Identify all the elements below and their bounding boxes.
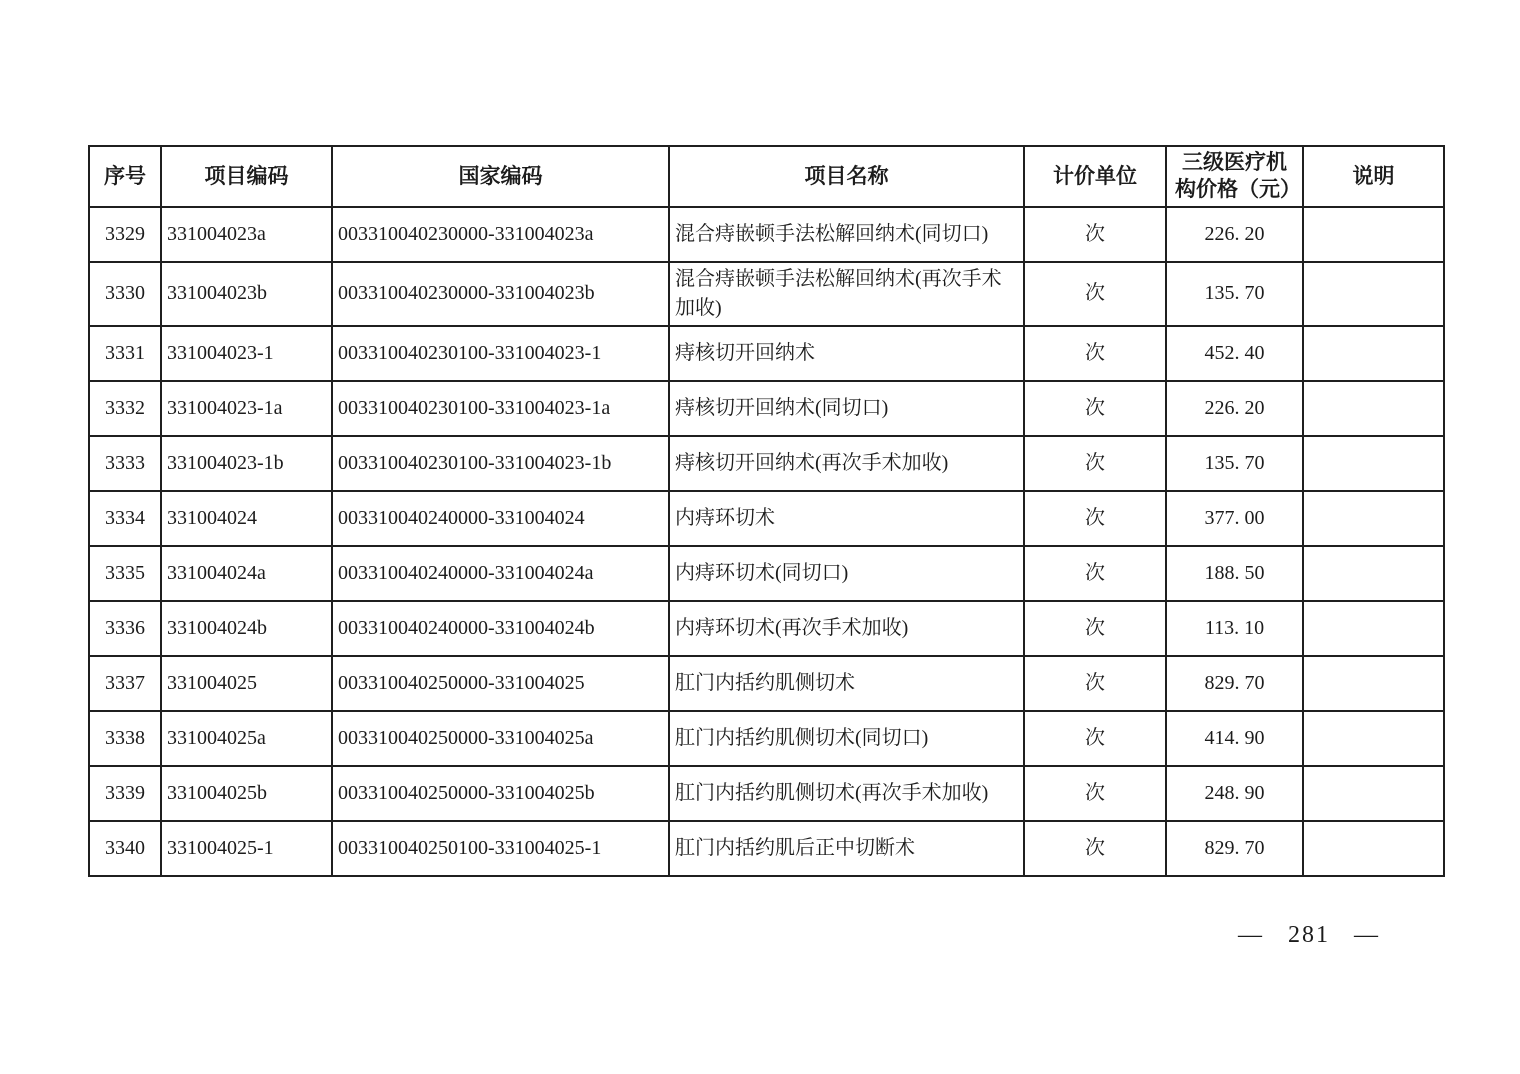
col-header-unit: 计价单位 <box>1024 146 1166 207</box>
table-row <box>89 262 1444 326</box>
cell-code: 331004025 <box>161 656 332 711</box>
cell-code: 331004025b <box>161 766 332 821</box>
cell-code: 331004025a <box>161 711 332 766</box>
cell-national-code: 003310040250000-331004025b <box>332 766 669 821</box>
cell-unit: 次 <box>1024 766 1166 821</box>
cell-national-code: 003310040230000-331004023b <box>332 262 669 326</box>
cell-code: 331004025-1 <box>161 821 332 876</box>
cell-unit: 次 <box>1024 491 1166 546</box>
cell-note <box>1303 326 1444 381</box>
cell-name: 痔核切开回纳术 <box>669 326 1024 381</box>
cell-seq: 3335 <box>89 546 161 601</box>
cell-price: 248. 90 <box>1166 766 1303 821</box>
cell-note <box>1303 546 1444 601</box>
table-header-row <box>89 146 1444 207</box>
cell-code: 331004023a <box>161 207 332 262</box>
cell-name: 混合痔嵌顿手法松解回纳术(再次手术加收) <box>669 262 1024 326</box>
col-header-seq: 序号 <box>89 146 161 207</box>
table-row <box>89 656 1444 711</box>
cell-unit: 次 <box>1024 207 1166 262</box>
cell-code: 331004023-1 <box>161 326 332 381</box>
cell-name: 内痔环切术 <box>669 491 1024 546</box>
cell-code: 331004023-1a <box>161 381 332 436</box>
cell-note <box>1303 207 1444 262</box>
cell-unit: 次 <box>1024 711 1166 766</box>
cell-unit: 次 <box>1024 821 1166 876</box>
cell-national-code: 003310040240000-331004024a <box>332 546 669 601</box>
cell-note <box>1303 656 1444 711</box>
cell-seq: 3333 <box>89 436 161 491</box>
cell-note <box>1303 711 1444 766</box>
cell-unit: 次 <box>1024 656 1166 711</box>
col-header-name: 项目名称 <box>669 146 1024 207</box>
cell-unit: 次 <box>1024 326 1166 381</box>
cell-name: 内痔环切术(同切口) <box>669 546 1024 601</box>
cell-national-code: 003310040230000-331004023a <box>332 207 669 262</box>
cell-unit: 次 <box>1024 381 1166 436</box>
table-row <box>89 546 1444 601</box>
cell-price: 377. 00 <box>1166 491 1303 546</box>
table-row <box>89 381 1444 436</box>
table-row <box>89 711 1444 766</box>
table-row <box>89 766 1444 821</box>
cell-seq: 3339 <box>89 766 161 821</box>
cell-national-code: 003310040250000-331004025a <box>332 711 669 766</box>
cell-seq: 3340 <box>89 821 161 876</box>
cell-price: 135. 70 <box>1166 436 1303 491</box>
cell-code: 331004024 <box>161 491 332 546</box>
cell-seq: 3334 <box>89 491 161 546</box>
cell-code: 331004024b <box>161 601 332 656</box>
table-row <box>89 326 1444 381</box>
cell-note <box>1303 262 1444 326</box>
cell-name: 痔核切开回纳术(再次手术加收) <box>669 436 1024 491</box>
cell-national-code: 003310040240000-331004024b <box>332 601 669 656</box>
cell-seq: 3330 <box>89 262 161 326</box>
cell-note <box>1303 381 1444 436</box>
cell-price: 113. 10 <box>1166 601 1303 656</box>
cell-name: 肛门内括约肌侧切术 <box>669 656 1024 711</box>
cell-note <box>1303 821 1444 876</box>
cell-price: 226. 20 <box>1166 381 1303 436</box>
cell-national-code: 003310040230100-331004023-1 <box>332 326 669 381</box>
col-header-national-code: 国家编码 <box>332 146 669 207</box>
table-row <box>89 491 1444 546</box>
table-row <box>89 601 1444 656</box>
cell-unit: 次 <box>1024 546 1166 601</box>
cell-price: 829. 70 <box>1166 656 1303 711</box>
cell-seq: 3338 <box>89 711 161 766</box>
cell-national-code: 003310040230100-331004023-1b <box>332 436 669 491</box>
cell-code: 331004023b <box>161 262 332 326</box>
cell-national-code: 003310040230100-331004023-1a <box>332 381 669 436</box>
col-header-price: 三级医疗机构价格（元） <box>1166 146 1303 207</box>
cell-code: 331004024a <box>161 546 332 601</box>
col-header-code: 项目编码 <box>161 146 332 207</box>
cell-note <box>1303 436 1444 491</box>
col-header-note: 说明 <box>1303 146 1444 207</box>
cell-price: 188. 50 <box>1166 546 1303 601</box>
page-number: — 281 — <box>1238 922 1380 948</box>
cell-unit: 次 <box>1024 601 1166 656</box>
cell-note <box>1303 491 1444 546</box>
cell-code: 331004023-1b <box>161 436 332 491</box>
cell-unit: 次 <box>1024 262 1166 326</box>
cell-national-code: 003310040250000-331004025 <box>332 656 669 711</box>
table-row <box>89 207 1444 262</box>
cell-seq: 3329 <box>89 207 161 262</box>
cell-price: 414. 90 <box>1166 711 1303 766</box>
cell-national-code: 003310040250100-331004025-1 <box>332 821 669 876</box>
cell-price: 135. 70 <box>1166 262 1303 326</box>
cell-price: 226. 20 <box>1166 207 1303 262</box>
table-row <box>89 821 1444 876</box>
cell-seq: 3332 <box>89 381 161 436</box>
cell-name: 内痔环切术(再次手术加收) <box>669 601 1024 656</box>
cell-price: 829. 70 <box>1166 821 1303 876</box>
cell-seq: 3331 <box>89 326 161 381</box>
cell-price: 452. 40 <box>1166 326 1303 381</box>
cell-seq: 3336 <box>89 601 161 656</box>
cell-name: 肛门内括约肌侧切术(同切口) <box>669 711 1024 766</box>
cell-seq: 3337 <box>89 656 161 711</box>
cell-name: 混合痔嵌顿手法松解回纳术(同切口) <box>669 207 1024 262</box>
cell-note <box>1303 766 1444 821</box>
table-row <box>89 436 1444 491</box>
pricing-table <box>88 145 1445 877</box>
cell-note <box>1303 601 1444 656</box>
cell-name: 肛门内括约肌后正中切断术 <box>669 821 1024 876</box>
cell-name: 肛门内括约肌侧切术(再次手术加收) <box>669 766 1024 821</box>
cell-name: 痔核切开回纳术(同切口) <box>669 381 1024 436</box>
cell-national-code: 003310040240000-331004024 <box>332 491 669 546</box>
cell-unit: 次 <box>1024 436 1166 491</box>
